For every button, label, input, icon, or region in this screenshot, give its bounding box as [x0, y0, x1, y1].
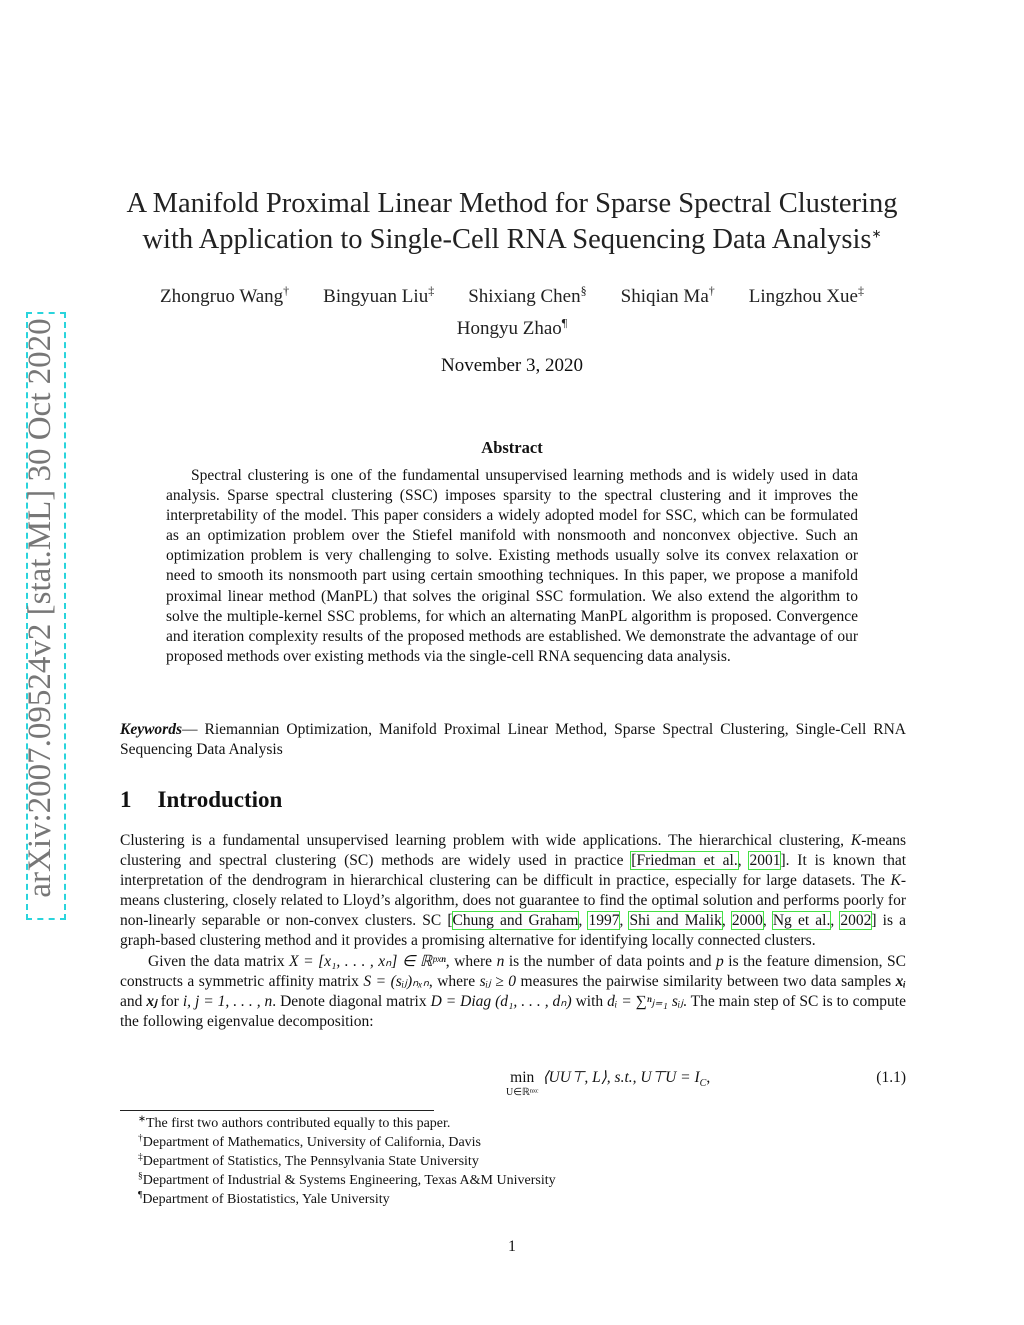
- arxiv-id[interactable]: arXiv:2007.09524v2 [stat.ML] 30 Oct 2020: [22, 318, 58, 898]
- author-mark[interactable]: ‡: [428, 283, 435, 298]
- equation-expression: ⟨UU⊤, L⟩, s.t., U⊤U = $I_C$,: [542, 1069, 711, 1090]
- section-heading: [120, 787, 906, 813]
- abstract-text: Spectral clustering is one of the fundamental unsupervised learning methods and is widely used in data analysis. Sparse spectral clustering (SSC) imposes sparsity to the spectral clustering and it improves the interpretability of the model. This paper considers a widely adopted model for SSC, which can be formulated as an optimization problem over the Stiefel manifold with nonsmooth and nonconvex objective. Such an optimization problem is very challenging to solve. Existing methods usually solve its convex relaxation or need to smooth its nonsmooth part using certain smoothing techniques. In this paper, we propose a manifold proximal linear method (ManPL) that solves the original SSC formulation. We also extend the algorithm to solve the multiple-kernel SSC problems, for which an alternating ManPL algorithm is proposed. Convergence and iteration complexity results of the proposed methods are established. We demonstrate the advantage of our proposed methods over existing methods via the single-cell RNA sequencing data analysis.: [166, 467, 858, 665]
- footnote: †Department of Mathematics, University of California, Davis: [138, 1133, 481, 1150]
- title-line-1: A Manifold Proximal Linear Method for Sparse Spectral Clustering: [126, 188, 898, 219]
- citation-link[interactable]: Chung and Graham: [452, 912, 579, 930]
- footnote: ∗The first two authors contributed equally to this paper.: [138, 1114, 451, 1131]
- math: dᵢ = ∑ⁿⱼ₌₁ sᵢⱼ: [607, 992, 684, 1010]
- title-footnote-mark[interactable]: ∗: [871, 226, 882, 241]
- author: Lingzhou Xue‡: [748, 283, 864, 307]
- footnote: §Department of Industrial & Systems Engineering, Texas A&M University: [138, 1171, 556, 1188]
- equation-min: min U∈ℝⁿˣᶜ: [506, 1069, 539, 1098]
- math: i, j = 1, . . . , n: [182, 992, 273, 1010]
- citation-link[interactable]: 2000: [731, 912, 763, 930]
- equation-body: [506, 1069, 710, 1099]
- author-list: [100, 281, 924, 345]
- publication-date: November 3, 2020: [441, 355, 583, 376]
- footnote: ¶Department of Biostatistics, Yale University: [138, 1190, 390, 1207]
- keywords: [120, 720, 906, 760]
- author: Zhongruo Wang†: [159, 283, 290, 307]
- author: Bingyuan Liu‡: [323, 283, 435, 307]
- citation-link[interactable]: 1997: [588, 912, 620, 930]
- author-mark[interactable]: †: [708, 283, 715, 298]
- footnotes: [138, 1114, 898, 1209]
- math: xⱼ: [146, 992, 157, 1010]
- equation: [120, 1069, 906, 1103]
- author: Shixiang Chen§: [468, 283, 587, 307]
- section-number: 1: [120, 787, 132, 812]
- math: X = [x₁, . . . , xₙ] ∈ ℝᵖˣⁿ: [289, 952, 446, 970]
- math: S = (sᵢⱼ)ₙₓₙ: [363, 972, 429, 990]
- author: Hongyu Zhao¶: [456, 315, 568, 339]
- page-number: 1: [508, 1238, 516, 1255]
- equation-min-subscript: U∈ℝⁿˣᶜ: [506, 1087, 539, 1098]
- paragraph: Clustering is a fundamental unsupervised learning problem with wide applications. The hierarchical clustering, K-means clustering and spectral clustering (SC) methods are widely used in practice [Friedman et al., 2001]. It is known that interpretation of the dendrogram in hierarchical clustering can be difficult in practice, especially for large datasets. The K-means clustering, closely related to Lloyd’s algorithm, does not guarantee to find the optimal solution and performs poorly for non-linearly separable or non-convex clusters. SC [Chung and Graham, 1997, Shi and Malik, 2000, Ng et al., 2002] is a graph-based clustering method and it provides a promising alternative for identifying locally connected clusters.: [120, 832, 907, 950]
- abstract-heading: Abstract: [481, 438, 543, 457]
- math: n: [496, 952, 505, 970]
- citation-link[interactable]: Shi and Malik: [629, 912, 722, 930]
- footnote-rule: [120, 1110, 434, 1111]
- author: Shiqian Ma†: [620, 283, 715, 307]
- math: p: [716, 952, 724, 970]
- citation-link[interactable]: 2001: [749, 852, 781, 870]
- equation-number: (1.1): [876, 1069, 906, 1086]
- author-mark[interactable]: ‡: [858, 283, 864, 298]
- math: sᵢⱼ ≥ 0: [479, 972, 517, 990]
- title-line-2: with Application to Single-Cell RNA Sequencing Data Analysis∗: [142, 224, 882, 255]
- introduction-body: [120, 831, 906, 1032]
- author-mark[interactable]: ¶: [561, 315, 568, 330]
- author-mark[interactable]: §: [580, 283, 587, 298]
- author-mark[interactable]: †: [283, 283, 290, 298]
- math: xᵢ: [895, 972, 906, 990]
- citation-link[interactable]: Ng et al.: [772, 912, 831, 930]
- section-title: Introduction: [157, 787, 283, 812]
- citation-link[interactable]: [Friedman et al.: [631, 852, 738, 870]
- math: D = Diag (d₁, . . . , dₙ): [430, 992, 572, 1010]
- paper-title: [100, 186, 924, 258]
- paragraph: Given the data matrix X = [x₁, . . . , xₙ] ∈ ℝᵖˣⁿ, where n is the number of data points and p is the feature dimension, SC constructs a symmetric affinity matrix S = (sᵢⱼ)ₙₓₙ, where sᵢⱼ ≥ 0 measures the pairwise similarity between two data samples xᵢ and xⱼ for i, j = 1, . . . , n. Denote diagonal matrix D = Diag (d₁, . . . , dₙ) with dᵢ = ∑ⁿⱼ₌₁ sᵢⱼ. The main step of SC is to compute the following eigenvalue decomposition:: [120, 952, 906, 1030]
- citation-link[interactable]: 2002: [840, 912, 872, 930]
- footnote: ‡Department of Statistics, The Pennsylvania State University: [138, 1152, 479, 1169]
- keywords-text: — Riemannian Optimization, Manifold Proximal Linear Method, Sparse Spectral Clustering, Single-Cell RNA Sequencing Data Analysis: [120, 721, 906, 758]
- keywords-label: Keywords: [120, 721, 182, 738]
